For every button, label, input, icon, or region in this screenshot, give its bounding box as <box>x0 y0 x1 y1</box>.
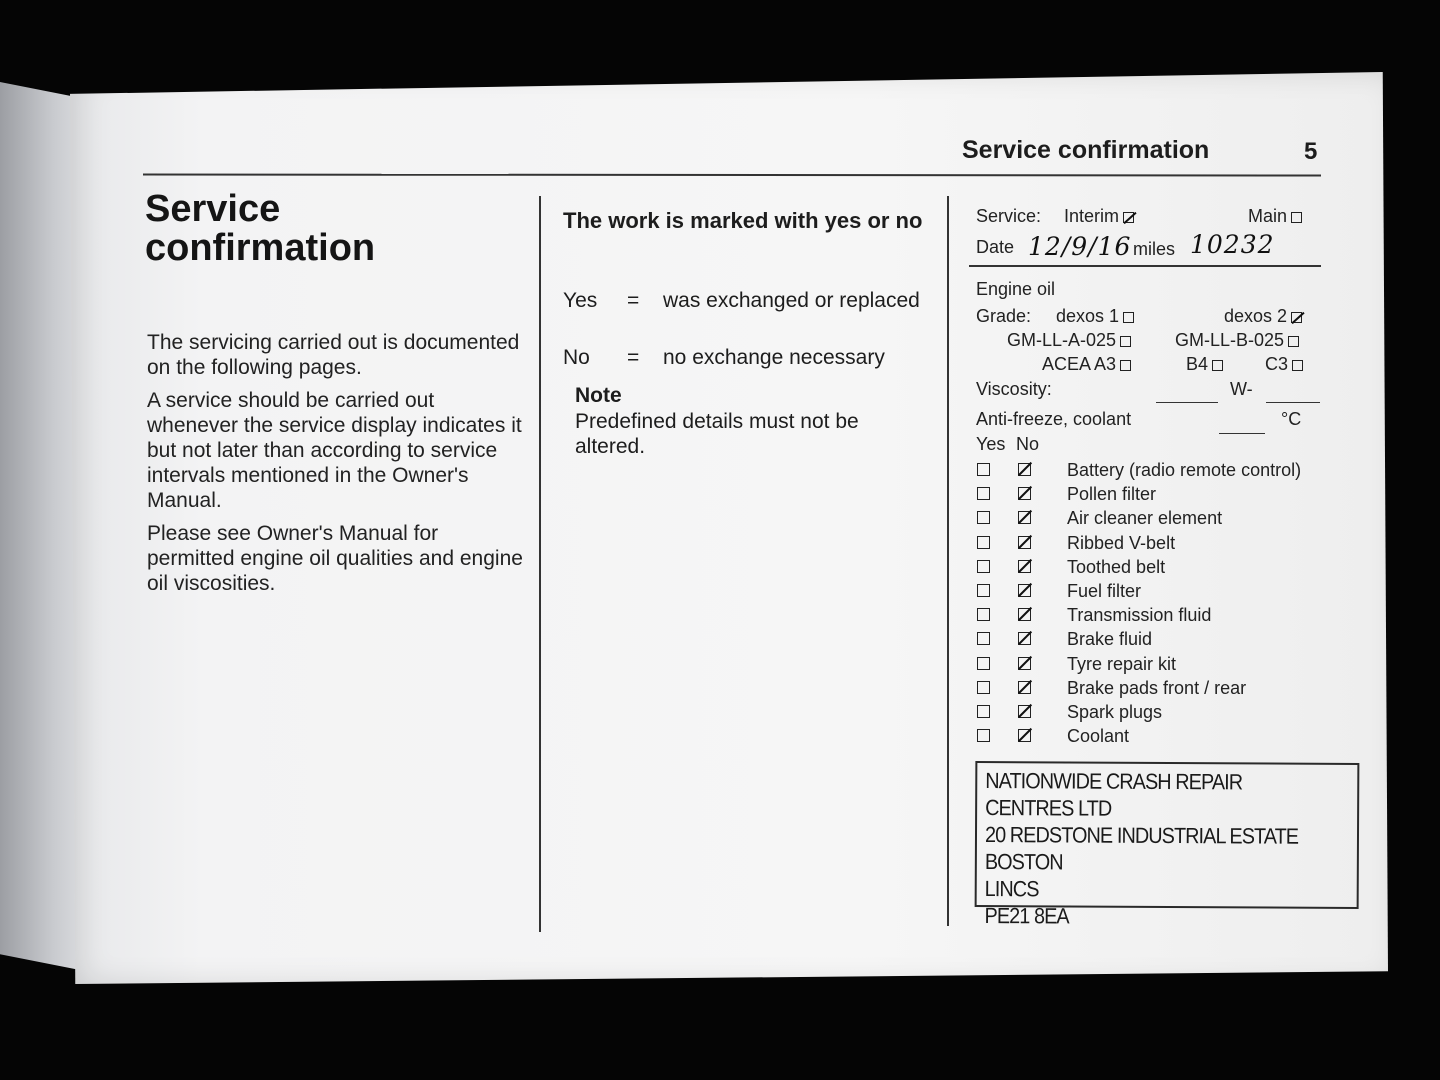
date-label: Date <box>976 237 1015 257</box>
date-value: 12/9/16 <box>1028 232 1132 261</box>
grade-dexos2-label: dexos 2 <box>1224 306 1288 326</box>
legend-no-key: No <box>563 346 590 369</box>
grade-b4-label: B4 <box>1186 354 1209 374</box>
column-divider-1 <box>539 196 541 932</box>
no-checkbox <box>1018 632 1031 645</box>
legend-no-equals: = <box>627 346 640 369</box>
column-divider-2 <box>947 196 949 926</box>
checklist-item-label: Tyre repair kit <box>1067 653 1177 674</box>
grade-gm-b <box>1175 330 1299 351</box>
yes-checkbox <box>977 511 990 524</box>
running-title: Service confirmation <box>962 136 1210 164</box>
no-checkbox <box>1018 705 1031 718</box>
viscosity-label: Viscosity: <box>976 379 1052 399</box>
checklist-item-label: Pollen filter <box>1067 484 1157 505</box>
w-label: W- <box>1230 379 1253 399</box>
yes-checkbox <box>977 705 990 718</box>
checklist-item-label: Air cleaner element <box>1067 508 1223 529</box>
no-header: No <box>1016 434 1040 454</box>
interim-checkbox <box>1123 212 1134 223</box>
legend-no-value: no exchange necessary <box>663 346 885 369</box>
antifreeze-blank <box>1219 433 1265 434</box>
engine-oil-label: Engine oil <box>976 279 1056 299</box>
intro-paragraph-3: Please see Owner's Manual for permitted engine oil qualities and engine oil viscosities. <box>147 522 523 595</box>
grade-label: Grade: <box>976 306 1032 326</box>
yes-checkbox <box>977 632 990 645</box>
legend-yes-key: Yes <box>563 289 598 312</box>
dexos1-checkbox <box>1123 312 1134 323</box>
stamp-line-5: PE21 8EA <box>984 903 1069 929</box>
viscosity-blank <box>1156 402 1218 403</box>
checklist-item-label: Spark plugs <box>1067 702 1163 722</box>
yes-checkbox <box>977 608 990 621</box>
grade-dexos2 <box>1224 306 1302 327</box>
note-title: Note <box>575 384 622 407</box>
page-title <box>145 190 525 268</box>
legend-no <box>563 345 923 370</box>
grade-dexos1 <box>1056 306 1134 327</box>
marking-heading: The work is marked with yes or no <box>563 208 923 233</box>
yes-header: Yes <box>976 434 1006 454</box>
checklist-item-label: Coolant <box>1067 726 1130 747</box>
checklist-item-label: Brake pads front / rear <box>1067 677 1247 698</box>
stamp-line-1: NATIONWIDE CRASH REPAIR CENTRES LTD <box>985 768 1243 821</box>
yes-checkbox <box>977 681 990 694</box>
no-checkbox <box>1018 463 1031 476</box>
stamp-line-2: 20 REDSTONE INDUSTRIAL ESTATE <box>984 822 1299 849</box>
grade-c3-label: C3 <box>1265 354 1289 374</box>
main-checkbox <box>1291 212 1302 223</box>
b4-checkbox <box>1212 360 1223 371</box>
page-title-line-1: Service <box>145 188 281 230</box>
checklist-row <box>977 581 1317 603</box>
page-title-line-2: confirmation <box>145 227 376 269</box>
grade-c3 <box>1265 354 1303 375</box>
yes-checkbox <box>977 560 990 573</box>
w-blank <box>1266 402 1320 403</box>
checklist-row <box>977 726 1317 748</box>
stamp-line-3: BOSTON <box>984 849 1063 875</box>
date-row-rule <box>969 265 1321 267</box>
checklist-item-label: Fuel filter <box>1067 581 1142 601</box>
grade-gm-a-label: GM-LL-A-025 <box>1007 330 1117 350</box>
grade-gm-a <box>1007 330 1131 351</box>
no-checkbox <box>1018 560 1031 573</box>
checklist-row <box>977 629 1317 651</box>
intro-paragraph-1: The servicing carried out is documented on the following pages. <box>147 331 520 379</box>
yes-checkbox <box>977 463 990 476</box>
no-checkbox <box>1018 536 1031 549</box>
checklist-row <box>977 460 1317 482</box>
yes-checkbox <box>977 657 990 670</box>
gm-b-checkbox <box>1288 336 1299 347</box>
main-option <box>1248 206 1302 227</box>
celsius-label: °C <box>1281 409 1302 429</box>
main-label: Main <box>1248 206 1288 226</box>
yes-checkbox <box>977 487 990 500</box>
legend-yes-value: was exchanged or replaced <box>663 289 920 312</box>
no-checkbox <box>1018 729 1031 742</box>
checklist-row <box>977 557 1317 579</box>
checklist-row <box>977 533 1317 555</box>
checklist-row <box>977 702 1317 724</box>
page-number: 5 <box>1304 138 1318 165</box>
antifreeze-label: Anti-freeze, coolant <box>976 409 1132 429</box>
no-checkbox <box>1018 657 1031 670</box>
intro-paragraph-2: A service should be carried out whenever the service display indicates it but not later than according to service intervals mentioned in the Owner's Manual. <box>147 389 522 512</box>
grade-acea-label: ACEA A3 <box>1042 354 1117 374</box>
interim-label: Interim <box>1064 206 1120 226</box>
intro-text <box>147 330 527 604</box>
legend-yes <box>563 288 923 338</box>
checklist-item-label: Battery (radio remote control) <box>1067 460 1302 480</box>
stamp-line-4: LINCS <box>984 876 1039 902</box>
note-body: Predefined details must not be altered. <box>575 410 859 458</box>
yes-checkbox <box>977 584 990 597</box>
no-checkbox <box>1018 584 1031 597</box>
workshop-stamp <box>975 761 1360 929</box>
checklist-item-label: Toothed belt <box>1067 556 1166 577</box>
legend-yes-equals: = <box>627 289 640 312</box>
acea-checkbox <box>1120 360 1131 371</box>
yes-checkbox <box>977 536 990 549</box>
checklist-item-label: Transmission fluid <box>1067 605 1212 626</box>
miles-label: miles <box>1133 239 1176 259</box>
checklist-row <box>977 678 1317 700</box>
c3-checkbox <box>1292 360 1303 371</box>
grade-b4 <box>1186 354 1223 375</box>
grade-acea <box>1042 354 1131 375</box>
checklist-row <box>977 605 1317 627</box>
service-label: Service: <box>976 206 1042 226</box>
checklist-item-label: Brake fluid <box>1067 629 1153 650</box>
no-checkbox <box>1018 487 1031 500</box>
gm-a-checkbox <box>1120 336 1131 347</box>
yes-checkbox <box>977 729 990 742</box>
interim-option <box>1064 206 1134 227</box>
checklist-item-label: Ribbed V-belt <box>1067 532 1176 553</box>
grade-dexos1-label: dexos 1 <box>1056 306 1120 326</box>
no-checkbox <box>1018 608 1031 621</box>
grade-gm-b-label: GM-LL-B-025 <box>1175 330 1285 350</box>
miles-value: 10232 <box>1190 230 1275 259</box>
checklist-row <box>977 508 1317 530</box>
no-checkbox <box>1018 681 1031 694</box>
no-checkbox <box>1018 511 1031 524</box>
checklist-row <box>977 654 1317 676</box>
checklist-row <box>977 484 1317 506</box>
dexos2-checkbox <box>1291 312 1302 323</box>
